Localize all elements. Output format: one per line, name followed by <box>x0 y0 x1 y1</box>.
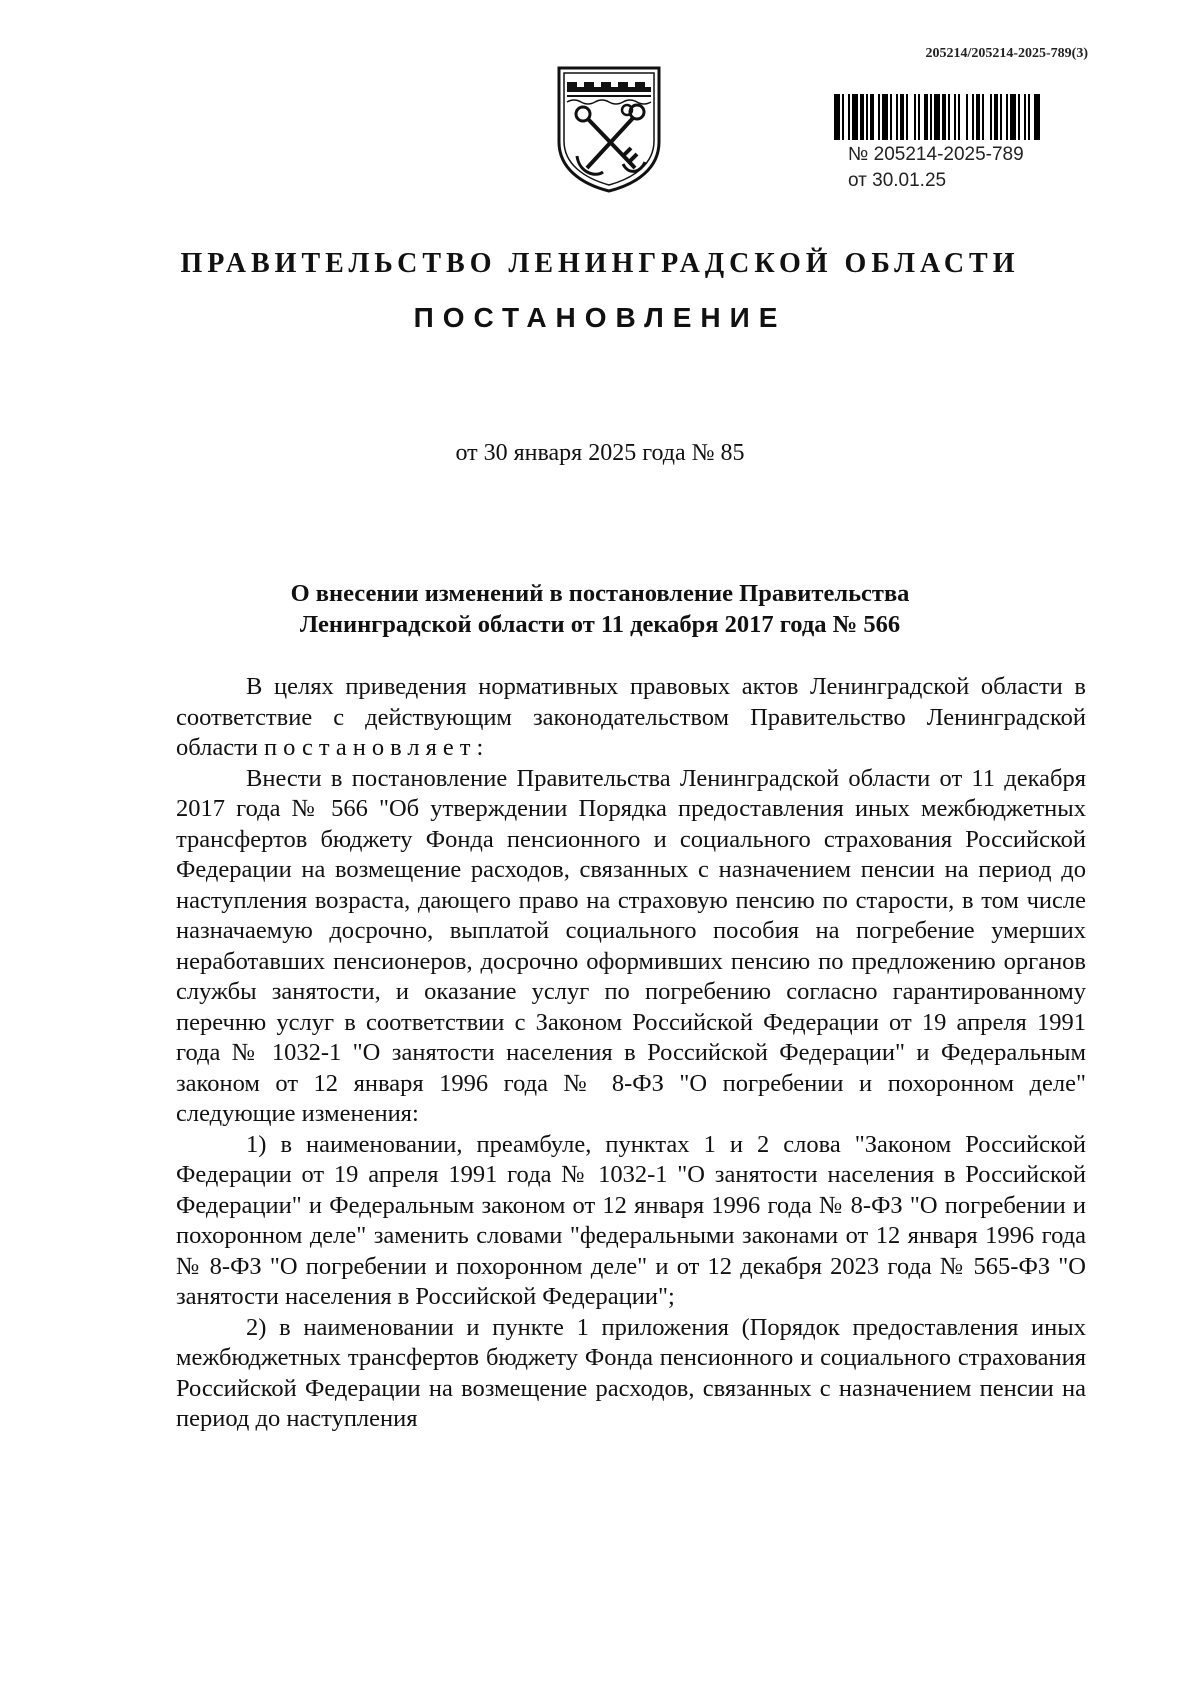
registration-stamp-number: № 205214-2025-789 <box>848 144 1024 165</box>
coat-of-arms-icon <box>553 64 665 194</box>
document-date: от 30 января 2025 года № 85 <box>455 440 745 466</box>
document-title-line-1: О внесении изменений в постановление Правительства <box>290 580 910 607</box>
document-title-line-2: Ленинградской области от 11 декабря 2017 года № 566 <box>299 611 901 638</box>
barcode-icon <box>834 94 1098 140</box>
main-paragraph: Внести в постановление Правительства Ленинградской области от 11 декабря 2017 года № 566 "Об утверждении Порядка предоставления иных межбюджетных трансфертов бюджету Фонда пенсионного и социального страхования Российской Федерации на возмещение расходов, связанных с назначением пенсии на период до наступления возраста, дающего право на страховую пенсию по старости, в том числе назначаемую досрочно, выплатой социального пособия на погребение умерших неработавших пенсионеров, досрочно оформивших пенсию по предложению органов службы занятости, и оказание услуг по погребению согласно гарантированному перечню услуг в соответствии с Законом Российской Федерации от 19 апреля 1991 года № 1032-1 "О занятости населения в Российской Федерации" и Федеральным законом от 12 января 1996 года № 8-ФЗ "О погребении и похоронном деле" следующие изменения: <box>176 764 1086 1127</box>
preamble-text: В целях приведения нормативных правовых актов Ленинградской области в соответствие с действующим законодательством Правительство Ленинградской области <box>176 673 1086 761</box>
preamble-colon: : <box>476 734 484 761</box>
item-2-paragraph: 2) в наименовании и пункте 1 приложения (Порядок предоставления иных межбюджетных трансфертов бюджету Фонда пенсионного и социального страхования Российской Федерации на возмещение расходов, связанных с назначением пенсии на период до наступления <box>176 1313 1086 1432</box>
item-1-paragraph: 1) в наименовании, преамбуле, пунктах 1 и 2 слова "Законом Российской Федерации от 19 апреля 1991 года № 1032-1 "О занятости населения в Российской Федерации" и Федеральным законом от 12 января 1996 года № 8-ФЗ "О погребении и похоронном деле" заменить словами "федеральными законами от 12 января 1996 года № 8-ФЗ "О погребении и похоронном деле" и от 12 декабря 2023 года № 565-ФЗ "О занятости населения в Российской Федерации"; <box>176 1130 1086 1310</box>
document-type: ПОСТАНОВЛЕНИЕ <box>413 302 787 333</box>
registration-code: 205214/205214-2025-789(3) <box>925 46 1088 61</box>
organization-name: ПРАВИТЕЛЬСТВО ЛЕНИНГРАДСКОЙ ОБЛАСТИ <box>180 248 1020 279</box>
registration-stamp-date: от 30.01.25 <box>848 170 947 191</box>
document-body <box>176 672 1086 1435</box>
preamble-paragraph <box>176 672 1086 764</box>
preamble-decree-word: постановляет <box>264 734 477 761</box>
document-title <box>180 578 1020 640</box>
